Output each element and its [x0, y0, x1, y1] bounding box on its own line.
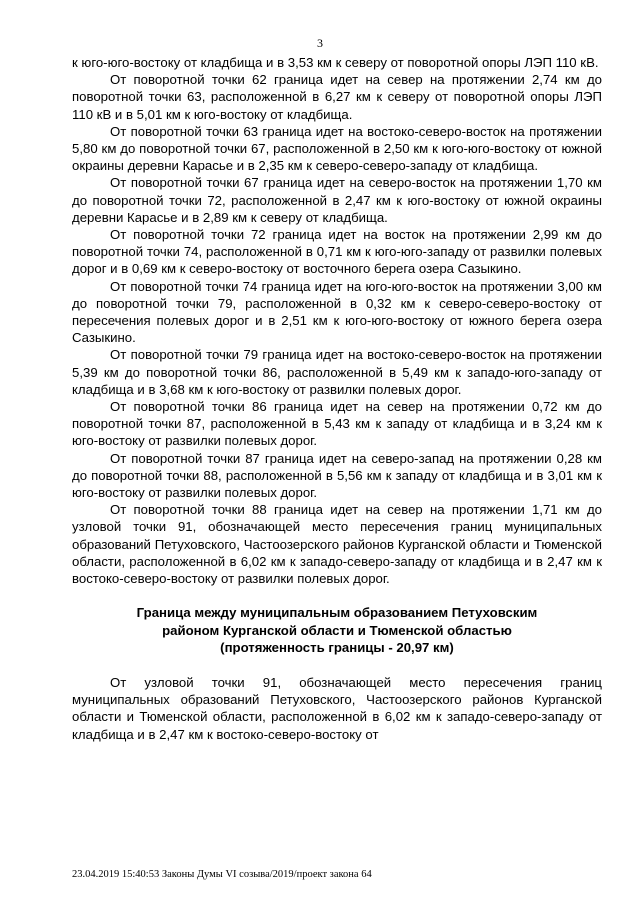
paragraph: От поворотной точки 72 граница идет на восток на протяжении 2,99 км до поворотной точки 74, расположенной в 0,71 км к юго-юго-западу от развилки полевых дорог и в 0,69 км к северо-востоку от восточного берега озера Сазыкино. — [72, 227, 602, 277]
heading-line: (протяженность границы - 20,97 км) — [220, 639, 454, 655]
paragraph: От поворотной точки 62 граница идет на север на протяжении 2,74 км до поворотной точки 63, расположенной в 6,27 км к северу от поворотной опоры ЛЭП 110 кВ и в 5,01 км к юго-востоку от кладбища. — [72, 72, 602, 122]
paragraph: От поворотной точки 87 граница идет на северо-запад на протяжении 0,28 км до поворотной точки 88, расположенной в 5,56 км к западу от кладбища и в 3,01 км к юго-востоку от развилки полевых дорог. — [72, 450, 602, 501]
document-body — [72, 54, 602, 743]
paragraph: От поворотной точки 86 граница идет на север на протяжении 0,72 км до поворотной точки 87, расположенной в 5,43 км к западу от кладбища и в 3,24 км к юго-востоку от развилки полевых дорог. — [72, 399, 602, 449]
paragraph: От узловой точки 91, обозначающей место пересечения границ муниципальных образований Петуховского, Частоозерского районов Курганской области и Тюменской области, расположенной в 6,02 км к западо-северо-западу от кладбища и в 2,47 км к востоко-северо-востоку от — [72, 674, 602, 742]
heading-line: районом Курганской области и Тюменской областью — [162, 622, 512, 638]
footer-stamp: 23.04.2019 15:40:53 Законы Думы VI созыва/2019/проект закона 64 — [72, 869, 372, 880]
heading-line: Граница между муниципальным образованием Петуховским — [136, 605, 538, 621]
paragraph: От поворотной точки 67 граница идет на северо-восток на протяжении 1,70 км до поворотной точки 72, расположенной в 2,47 км к юго-востоку от южной окраины деревни Карасье и в 2,89 км к северу от кладбища. — [72, 175, 602, 225]
paragraph: От поворотной точки 88 граница идет на север на протяжении 1,71 км до узловой точки 91, обозначающей место пересечения границ муниципальных образований Петуховского, Частоозерского районов Курганской области и Тюменской области, расположенной в 6,02 км к западо-северо-западу от кладбища и в 2,47 км к востоко-северо-востоку от развилки полевых дорог. — [72, 502, 602, 587]
paragraph: к юго-юго-востоку от кладбища и в 3,53 км к северу от поворотной опоры ЛЭП 110 кВ. — [72, 55, 599, 70]
paragraph: От поворотной точки 79 граница идет на востоко-северо-восток на протяжении 5,39 км до поворотной точки 86, расположенной в 5,49 км к западо-юго-западу от кладбища и в 3,68 км к юго-востоку от развилки полевых дорог. — [72, 347, 602, 397]
section-heading — [72, 604, 602, 656]
paragraph: От поворотной точки 74 граница идет на юго-юго-восток на протяжении 3,00 км до поворотной точки 79, расположенной в 0,32 км к северо-северо-востоку от пересечения полевых дорог и в 2,51 км к юго-юго-востоку от южного берега озера Сазыкино. — [72, 278, 602, 346]
page-number: 3 — [317, 36, 323, 50]
paragraph: От поворотной точки 63 граница идет на востоко-северо-восток на протяжении 5,80 км до поворотной точки 67, расположенной в 2,50 км к юго-юго-востоку от южной окраины деревни Карасье и в 2,35 км к северо-северо-западу от кладбища. — [72, 123, 602, 174]
